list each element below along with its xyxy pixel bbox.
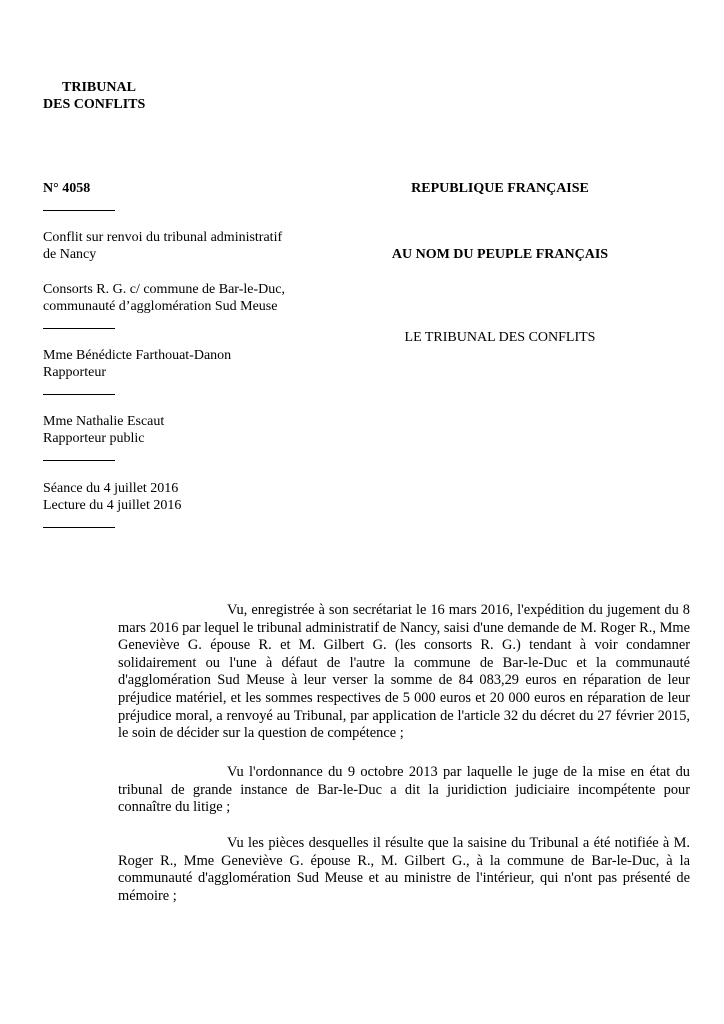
separator-line [43,328,115,329]
paragraph-text: Vu l'ordonnance du 9 octobre 2013 par laquelle le juge de la mise en état du tribunal de grande instance de Bar-le-Duc a dit la juridiction judiciaire incompétente pour connaître du litige ; [118,764,690,816]
people-heading: AU NOM DU PEUPLE FRANÇAIS [391,247,609,262]
separator-line [43,394,115,395]
republic-heading: REPUBLIQUE FRANÇAISE [411,181,589,196]
separator-line [43,210,115,211]
court-name-line2: DES CONFLITS [43,97,146,112]
separator-line [43,527,115,528]
case-parties-line2: communauté d’agglomération Sud Meuse [43,299,278,314]
rapporteur-role: Rapporteur [43,365,106,380]
hearing-date: Séance du 4 juillet 2016 [43,481,179,496]
separator-line [43,460,115,461]
court-name-line1: TRIBUNAL [62,80,136,95]
public-rapporteur-role: Rapporteur public [43,431,145,446]
paragraph-text: Vu, enregistrée à son secrétariat le 16 mars 2016, l'expédition du jugement du 8 mars 2016 par lequel le tribunal administratif de Nancy, saisi d'une demande de M. Roger R., Mme Geneviève G. épouse R. et M. Gilbert G. (les consorts R. G.) tendant à voir condamner solidairement ou l'une à défaut de l'autre la commune de Bar-le-Duc et la communauté d'agglomération Sud Meuse à leur verser la somme de 84 083,29 euros en réparation de leur préjudice matériel, et les sommes respectives de 5 000 euros et 20 000 euros en réparation de leur préjudice moral, a renvoyé au Tribunal, par application de l'article 32 du décret du 27 février 2015, le soin de décider sur la question de compétence ; [118,602,690,742]
case-number: N° 4058 [43,181,91,196]
public-rapporteur-name: Mme Nathalie Escaut [43,414,165,429]
rapporteur-name: Mme Bénédicte Farthouat-Danon [43,348,232,363]
paragraph-ordinance [118,764,690,817]
paragraph-judgment [118,602,690,743]
tribunal-heading: LE TRIBUNAL DES CONFLITS [404,330,596,345]
case-parties-line1: Consorts R. G. c/ commune de Bar-le-Duc, [43,282,285,297]
paragraph-text: Vu les pièces desquelles il résulte que la saisine du Tribunal a été notifiée à M. Roger R., Mme Geneviève G. épouse R., M. Gilbert G., à la commune de Bar-le-Duc, à la communauté d'agglomération Sud Meuse et au ministre de l'intérieur, qui n'ont pas présenté de mémoire ; [118,835,690,904]
case-subject-line2: de Nancy [43,247,97,262]
case-subject-line1: Conflit sur renvoi du tribunal administratif [43,230,283,245]
reading-date: Lecture du 4 juillet 2016 [43,498,182,513]
paragraph-notification [118,835,690,905]
